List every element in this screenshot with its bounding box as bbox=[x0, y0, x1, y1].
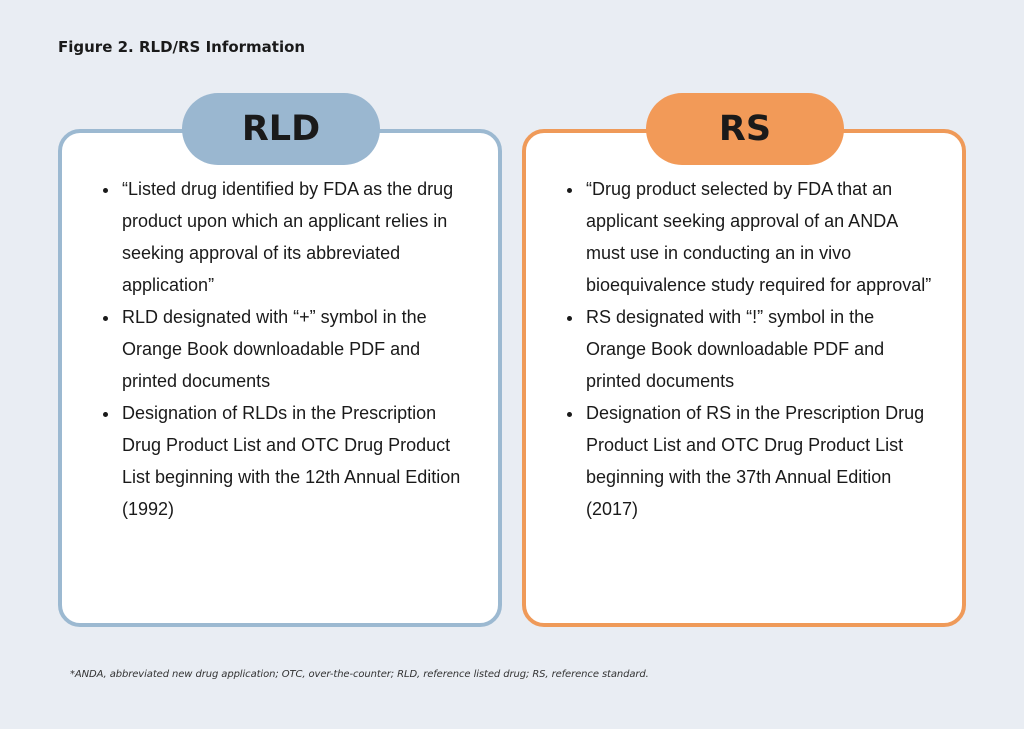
figure-title: Figure 2. RLD/RS Information bbox=[58, 38, 306, 56]
rld-bullet-item: • Designation of RLDs in the Prescription Drug Product List and OTC Drug Product List beginning with the 12th Annual Edition (1992) bbox=[120, 397, 468, 525]
rld-header-pill: RLD bbox=[182, 93, 380, 165]
rld-bullet-item: • “Listed drug identified by FDA as the drug product upon which an applicant relies in seeking approval of its abbreviated application” bbox=[120, 173, 468, 301]
rld-card bbox=[58, 109, 502, 627]
rld-bullet-item: • RLD designated with “+” symbol in the Orange Book downloadable PDF and printed documents bbox=[120, 301, 468, 397]
rs-header-pill: RS bbox=[646, 93, 844, 165]
rs-bullet-list bbox=[526, 173, 962, 525]
rs-bullet-item: • Designation of RS in the Prescription Drug Product List and OTC Drug Product List beginning with the 37th Annual Edition (2017) bbox=[584, 397, 936, 525]
rs-bullet-item: • “Drug product selected by FDA that an applicant seeking approval of an ANDA must use in conducting an in vivo bioequivalence study required for approval” bbox=[584, 173, 936, 301]
rld-bullet-list bbox=[62, 173, 498, 525]
rs-bullet-item: • RS designated with “!” symbol in the Orange Book downloadable PDF and printed documents bbox=[584, 301, 936, 397]
rs-card bbox=[522, 109, 966, 627]
footnote: *ANDA, abbreviated new drug application; OTC, over-the-counter; RLD, reference listed drug; RS, reference standard. bbox=[70, 669, 649, 680]
